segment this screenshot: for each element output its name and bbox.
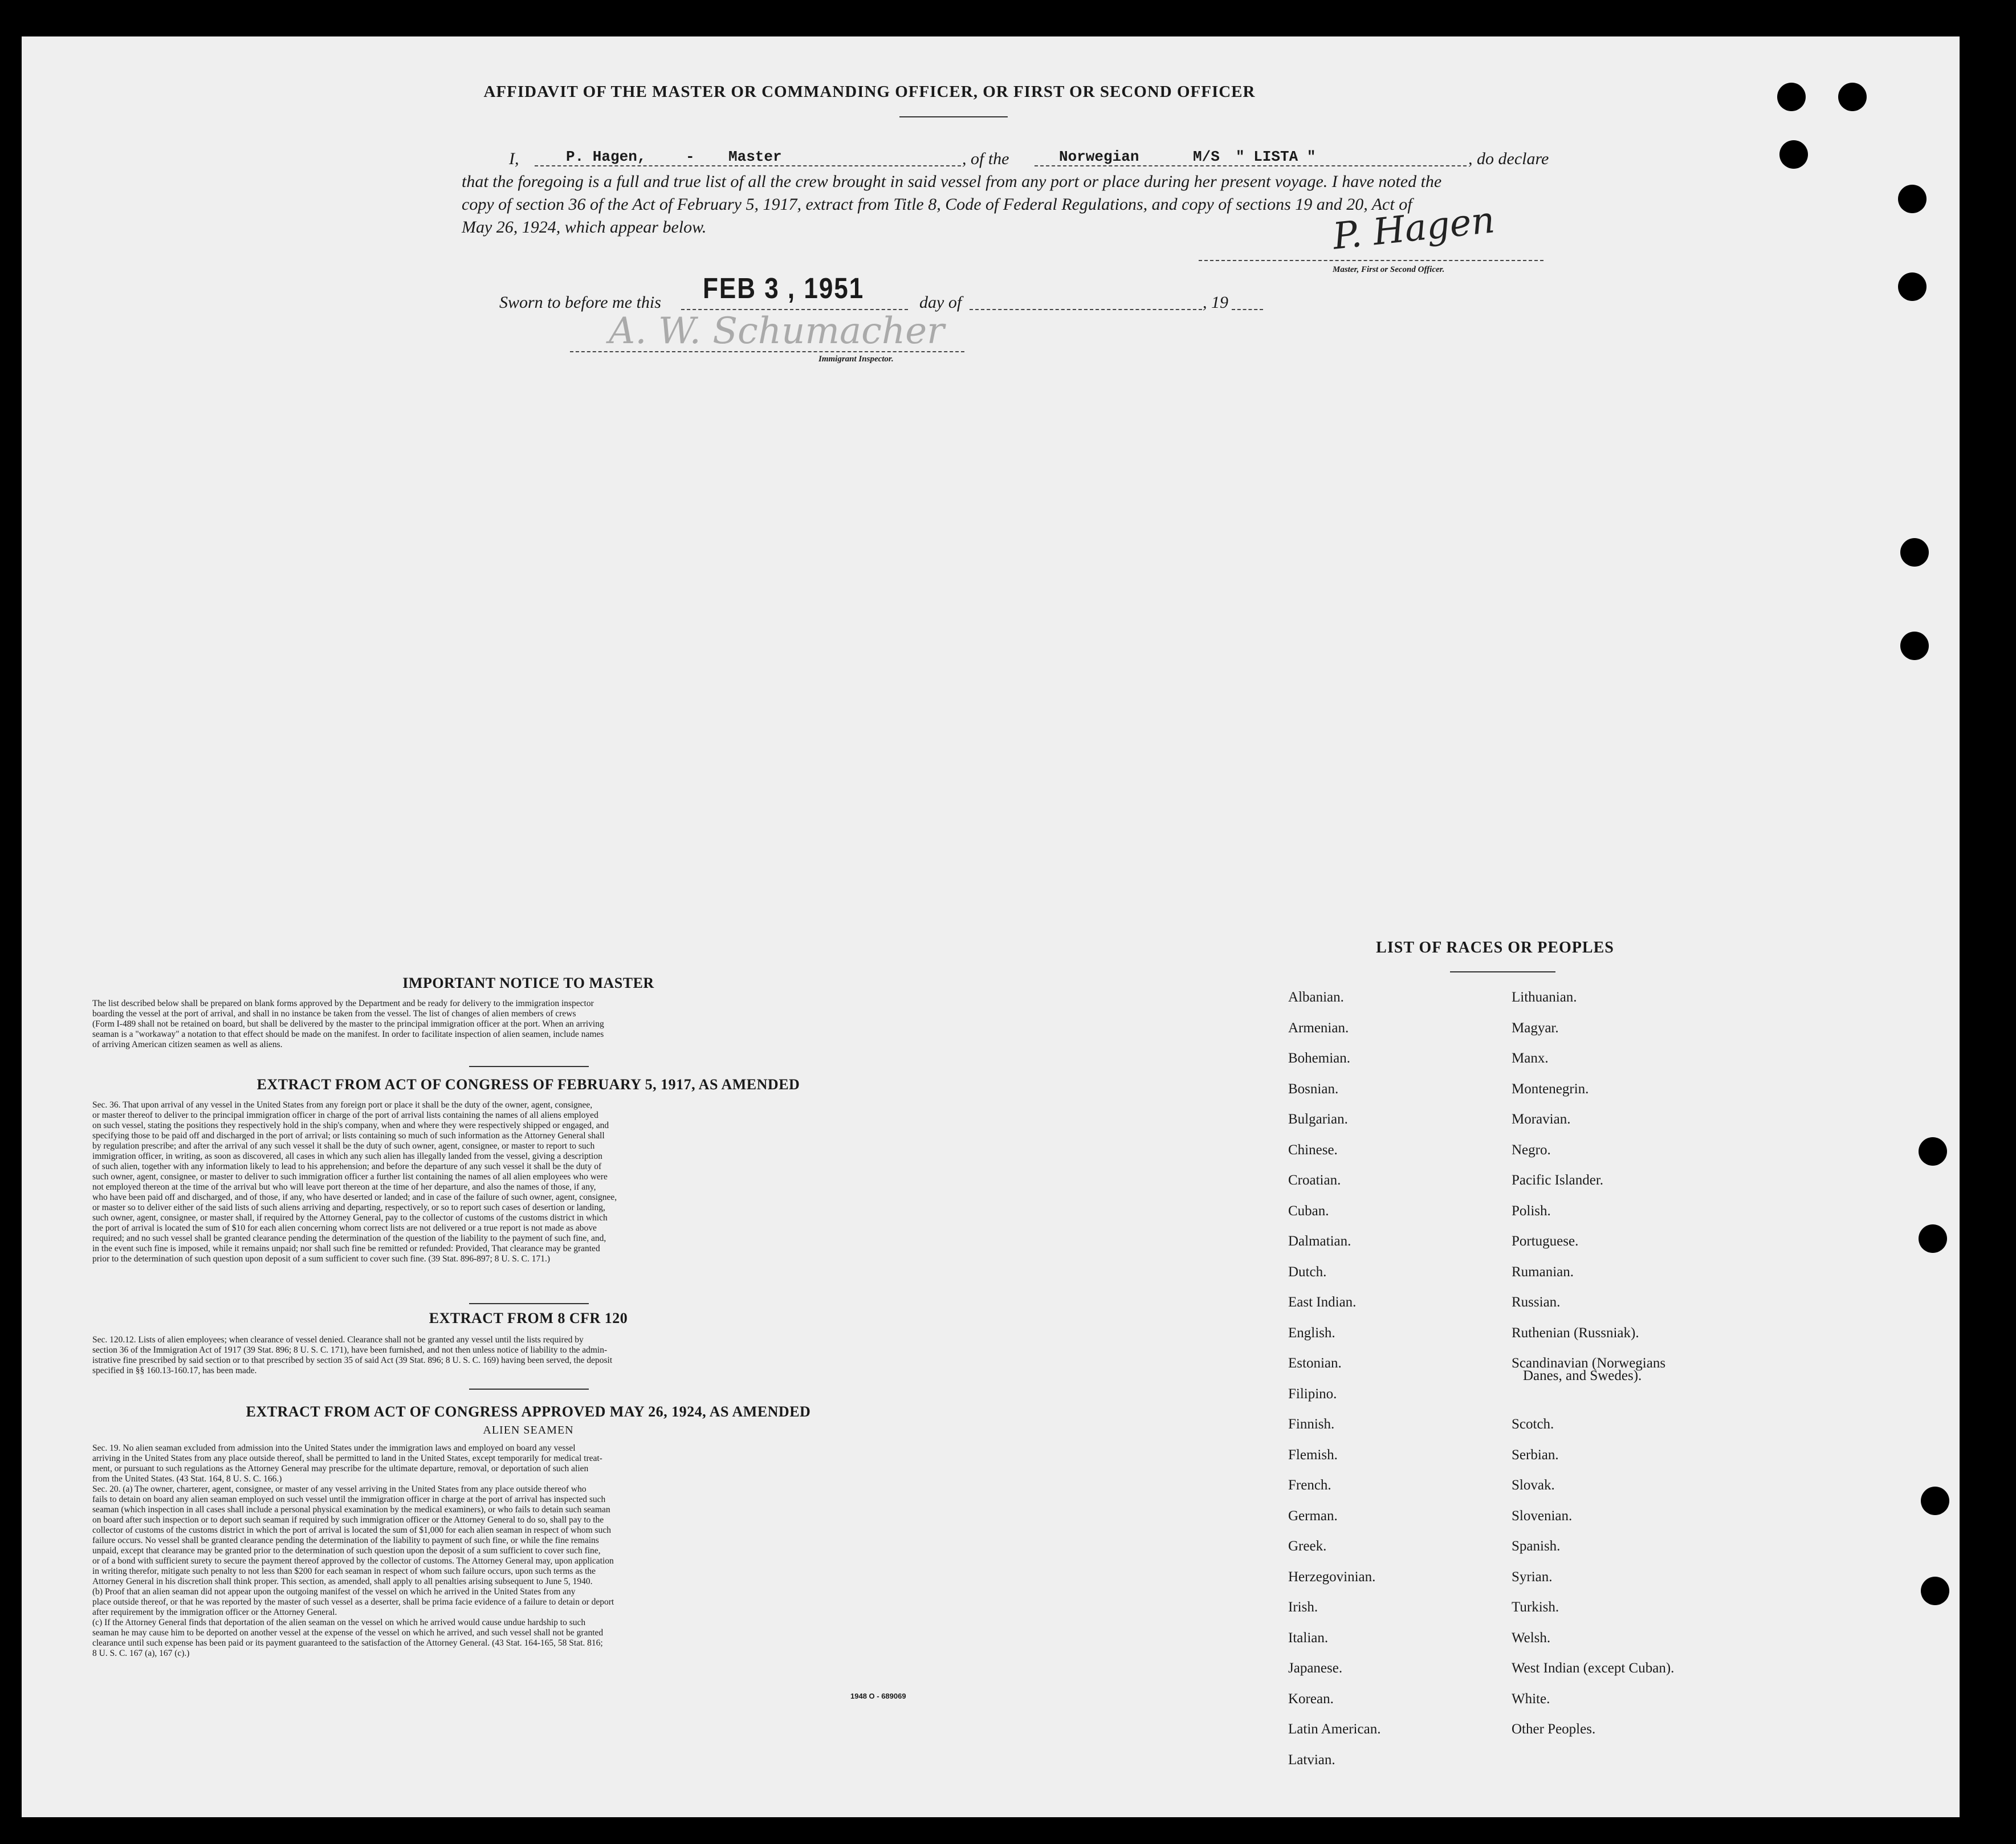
race-item: Scandinavian (Norwegians — [1512, 1355, 1666, 1371]
print-code: 1948 O - 689069 — [850, 1692, 906, 1700]
text-line: after requirement by the immigration officer or the Attorney General. — [92, 1607, 337, 1617]
text-line: fails to detain on board any alien seaman employed on such vessel until the immigration officer in charge at the port of arrival has inspected such — [92, 1495, 606, 1504]
race-item: Bosnian. — [1288, 1081, 1339, 1097]
race-item: Greek. — [1288, 1538, 1327, 1554]
race-item: German. — [1288, 1508, 1338, 1524]
divider — [469, 1303, 589, 1304]
text-line: (Form I-489 shall not be retained on board, but shall be delivered by the master to the principal immigration officer at the port. When an arriving — [92, 1019, 604, 1029]
race-item: Dutch. — [1288, 1264, 1327, 1280]
race-item: Welsh. — [1512, 1630, 1551, 1646]
binder-hole — [1838, 83, 1867, 111]
inspector-line — [570, 351, 964, 352]
extract-1924-body — [92, 1443, 964, 1659]
race-item: Flemish. — [1288, 1447, 1338, 1463]
race-item: Bohemian. — [1288, 1051, 1351, 1066]
year-label: , 19 — [1203, 293, 1228, 312]
text-line: clearance until such expense has been paid or its payment guaranteed to the satisfaction of the Attorney General. (43 Stat. 164-165, 58 Stat. 816; — [92, 1638, 603, 1648]
race-item: Magyar. — [1512, 1020, 1559, 1036]
race-item: Lithuanian. — [1512, 990, 1577, 1005]
binder-hole — [1900, 538, 1929, 567]
text-line: specifying those to be paid off and discharged in the port of arrival; or lists containing so much of such information as the Attorney General shall — [92, 1131, 605, 1141]
name-dash: - — [686, 148, 695, 165]
text-line: Attorney General in his discretion shall think proper. This section, as amended, shall apply to all penalties arising subsequent to June 5, 1940. — [92, 1577, 593, 1586]
inspector-caption: Immigrant Inspector. — [818, 355, 894, 364]
race-item: Danes, and Swedes). — [1523, 1368, 1642, 1383]
text-line: such owner, agent, consignee, or master to deliver to such immigration officer a further list containing the names of all alien employees who were — [92, 1172, 608, 1182]
text-line: seaman (which inspection in all cases shall include a personal physical examination by the medical examiners), or who fails to detain such seaman — [92, 1505, 610, 1515]
name-rank-line — [535, 165, 961, 166]
date-stamp: FEB 3 , 1951 — [703, 272, 865, 305]
race-item: Moravian. — [1512, 1112, 1571, 1127]
text-line: in the event such fine is imposed, while it remains unpaid; nor shall such fine be remitted or refunded: Provided, That clearance may be granted — [92, 1244, 600, 1253]
binder-hole — [1898, 185, 1927, 213]
race-item: West Indian (except Cuban). — [1512, 1660, 1675, 1676]
race-item: Croatian. — [1288, 1173, 1341, 1188]
text-line: prior to the determination of such question upon deposit of a sum sufficient to cover such fine. (39 Stat. 896-897; 8 U. S. C. 171.) — [92, 1254, 551, 1264]
text-line: the port of arrival is located the sum of $10 for each alien concerning whom correct lists are not delivered or a true report is not made as above — [92, 1223, 597, 1233]
extract-1924-title: EXTRACT FROM ACT OF CONGRESS APPROVED MAY 26, 1924, AS AMENDED — [246, 1403, 811, 1420]
binder-hole — [1921, 1487, 1949, 1515]
race-item: Bulgarian. — [1288, 1112, 1348, 1127]
master-name: P. Hagen, — [566, 148, 646, 165]
race-item: Polish. — [1512, 1203, 1551, 1219]
extract-cfr-title: EXTRACT FROM 8 CFR 120 — [429, 1310, 628, 1326]
divider — [1450, 971, 1555, 972]
race-item: Italian. — [1288, 1630, 1329, 1646]
text-line: of arriving American citizen seamen as well as aliens. — [92, 1040, 283, 1049]
text-line: who have been paid off and discharged, and of those, if any, who have deserted or landed; and in case of the failure of such owner, agent, consignee, — [92, 1192, 617, 1202]
divider — [469, 1389, 589, 1390]
text-line: section 36 of the Immigration Act of 1917 (39 Stat. 896; 8 U. S. C. 171), have been furnished, and not then unless notice of liability to the admin- — [92, 1345, 608, 1355]
race-item: Chinese. — [1288, 1142, 1338, 1158]
sworn-label: Sworn to before me this — [499, 293, 661, 312]
race-item: Rumanian. — [1512, 1264, 1574, 1280]
race-item: Albanian. — [1288, 990, 1344, 1005]
race-item: Irish. — [1288, 1599, 1318, 1615]
day-of-label: day of — [919, 293, 962, 312]
signature-line — [1199, 260, 1543, 261]
race-item: Negro. — [1512, 1142, 1551, 1158]
race-item: Filipino. — [1288, 1386, 1337, 1402]
text-line: Sec. 19. No alien seaman excluded from admission into the United States under the immigration laws and employed on board any vessel — [92, 1443, 576, 1453]
text-line: of such alien, together with any information likely to lead to his apprehension; and before the departure of any such vessel it shall be the duty of — [92, 1162, 602, 1171]
text-line: immigration officer, in writing, as soon as discovered, all cases in which any such alien has illegally landed from the vessel, giving a description — [92, 1151, 602, 1161]
text-line: (c) If the Attorney General finds that deportation of the alien seaman on the vessel on which he arrived would cause undue hardship to such — [92, 1618, 586, 1627]
do-declare-label: , do declare — [1468, 149, 1549, 168]
text-line: istrative fine prescribed by said section or to that prescribed by section 35 of said Act (39 Stat. 896; 8 U. S. C. 169) having been served, the deposit — [92, 1355, 613, 1365]
race-item: Slovak. — [1512, 1477, 1555, 1493]
extract-1917-title: EXTRACT FROM ACT OF CONGRESS OF FEBRUARY 5, 1917, AS AMENDED — [256, 1076, 800, 1093]
text-line: required; and no such vessel shall be granted clearance pending the determination of the question of the liability to the payment of such fine, and, — [92, 1234, 606, 1243]
race-item: Korean. — [1288, 1691, 1334, 1707]
text-line: arriving in the United States from any place outside thereof, shall be permitted to land in the United States, except temporarily for medical treat- — [92, 1454, 602, 1463]
race-item: Syrian. — [1512, 1569, 1553, 1585]
master-signature: P. Hagen — [1330, 199, 1497, 258]
text-line: on such vessel, stating the positions they respectively hold in the ship's company, when and where they were respectively shipped or engaged, and — [92, 1121, 609, 1130]
text-line: Sec. 36. That upon arrival of any vessel in the United States from any foreign port or place it shall be the duty of the owner, agent, consignee, — [92, 1100, 593, 1110]
race-item: Serbian. — [1512, 1447, 1559, 1463]
of-the-label: , of the — [962, 149, 1009, 168]
divider — [469, 1066, 589, 1067]
race-item: East Indian. — [1288, 1295, 1357, 1310]
text-line: Sec. 20. (a) The owner, charterer, agent, consignee, or master of any vessel arriving in the United States from any place outside thereof who — [92, 1484, 587, 1494]
race-item: Japanese. — [1288, 1660, 1343, 1676]
text-line: or master thereof to deliver to the principal immigration officer in charge of the port of arrival lists containing the names of all aliens employed — [92, 1110, 598, 1120]
document-page — [22, 36, 1960, 1817]
race-item: Portuguese. — [1512, 1234, 1579, 1249]
text-line: place outside thereof, or that he was reported by the master of such vessel as a deserter, shall be prima facie evidence of a failure to detain or deport — [92, 1597, 614, 1607]
vessel-prefix: M/S — [1193, 148, 1220, 165]
binder-hole — [1898, 272, 1927, 301]
binder-hole — [1919, 1137, 1947, 1166]
text-line: or of a bond with sufficient surety to secure the payment thereof approved by the collector of customs. The Attorney General may, upon application — [92, 1556, 614, 1566]
race-item: Herzegovinian. — [1288, 1569, 1376, 1585]
extract-1917-body — [92, 1100, 964, 1264]
binder-hole — [1900, 632, 1929, 660]
races-title: LIST OF RACES OR PEOPLES — [1376, 939, 1614, 956]
affidavit-body-line-2: copy of section 36 of the Act of February 5, 1917, extract from Title 8, Code of Federal Regulations, and copy of sections 19 and 20, Act of — [462, 195, 1412, 214]
text-line: by regulation prescribe; and after the arrival of any such vessel it shall be the duty of such owner, agent, consignee, or master to report to such — [92, 1141, 595, 1151]
binder-hole — [1779, 140, 1808, 169]
text-line: not employed thereon at the time of the arrival but who will leave port thereon at the time of her departure, and also the names of those, if any, — [92, 1182, 596, 1192]
day-of-line — [970, 309, 1202, 310]
binder-hole — [1919, 1224, 1947, 1253]
race-item: Finnish. — [1288, 1416, 1335, 1432]
race-item: Montenegrin. — [1512, 1081, 1589, 1097]
race-item: French. — [1288, 1477, 1331, 1493]
master-rank: Master — [728, 148, 782, 165]
affidavit-body-line-1: that the foregoing is a full and true list of all the crew brought in said vessel from any port or place during her present voyage. I have noted the — [462, 172, 1442, 191]
notice-body — [92, 999, 964, 1050]
text-line: from the United States. (43 Stat. 164, 8 U. S. C. 166.) — [92, 1474, 282, 1484]
vessel-nationality: Norwegian — [1059, 148, 1139, 165]
race-item: Ruthenian (Russniak). — [1512, 1325, 1639, 1341]
race-item: Dalmatian. — [1288, 1234, 1351, 1249]
binder-hole — [1921, 1577, 1949, 1605]
race-item: Slovenian. — [1512, 1508, 1573, 1524]
race-item: Scotch. — [1512, 1416, 1554, 1432]
text-line: specified in §§ 160.13-160.17, has been made. — [92, 1366, 257, 1375]
text-line: on board after such inspection or to deport such seaman if required by such immigration officer or the Attorney General to do so, shall pay to the — [92, 1515, 604, 1525]
text-line: Sec. 120.12. Lists of alien employees; when clearance of vessel denied. Clearance shall not be granted any vessel until the lists required by — [92, 1335, 584, 1345]
text-line: seaman he may cause him to be deported on another vessel at the expense of the vessel on which he arrived, and such vessel shall not be granted — [92, 1628, 604, 1638]
race-item: Turkish. — [1512, 1599, 1559, 1615]
text-line: unpaid, except that clearance may be granted prior to the determination of such question upon the deposit of a sum sufficient to cover such fine, — [92, 1546, 601, 1556]
race-item: Pacific Islander. — [1512, 1173, 1604, 1188]
i-label: I, — [509, 149, 519, 168]
text-line: collector of customs of the customs district in which the port of arrival is located the sum of $1,000 for each alien seaman in respect of whom such — [92, 1525, 611, 1535]
race-item: Other Peoples. — [1512, 1721, 1596, 1737]
race-item: English. — [1288, 1325, 1335, 1341]
race-item: Manx. — [1512, 1051, 1549, 1066]
affidavit-title: AFFIDAVIT OF THE MASTER OR COMMANDING OFFICER, OR FIRST OR SECOND OFFICER — [483, 83, 1256, 101]
race-item: Cuban. — [1288, 1203, 1329, 1219]
race-item: Russian. — [1512, 1295, 1561, 1310]
affidavit-body-line-3: May 26, 1924, which appear below. — [462, 218, 707, 237]
race-item: White. — [1512, 1691, 1550, 1707]
text-line: boarding the vessel at the port of arrival, and shall in no instance be taken from the vessel. The list of changes of alien members of crews — [92, 1009, 576, 1019]
divider — [899, 116, 1008, 117]
year-line — [1232, 309, 1263, 310]
race-item: Latvian. — [1288, 1752, 1335, 1768]
text-line: The list described below shall be prepared on blank forms approved by the Department and be ready for delivery to the immigration inspector — [92, 999, 594, 1008]
extract-1924-subtitle: ALIEN SEAMEN — [483, 1424, 574, 1436]
text-line: such owner, agent, consignee, or master shall, if required by the Attorney General, pay to the collector of customs of the customs district in which — [92, 1213, 608, 1223]
vessel-line — [1035, 165, 1467, 166]
extract-cfr-body — [92, 1335, 964, 1376]
race-item: Latin American. — [1288, 1721, 1381, 1737]
text-line: (b) Proof that an alien seaman did not appear upon the outgoing manifest of the vessel on which he arrived in the United States from any — [92, 1587, 576, 1597]
signature-caption: Master, First or Second Officer. — [1333, 265, 1445, 274]
text-line: or master so to deliver either of the said lists of such aliens arriving and departing, respectively, or so to report such cases of desertion or landing, — [92, 1203, 605, 1212]
text-line: seaman is a "workaway" a notation to that effect should be made on the manifest. In order to facilitate inspection of alien seamen, include names — [92, 1029, 604, 1039]
notice-title: IMPORTANT NOTICE TO MASTER — [402, 975, 654, 991]
text-line: failure occurs. No vessel shall be granted clearance pending the determination of the liability to payment of such fine, or while the fine remains — [92, 1536, 599, 1545]
race-item: Estonian. — [1288, 1355, 1342, 1371]
vessel-name: " LISTA " — [1236, 148, 1316, 165]
text-line: ment, or pursuant to such regulations as the Attorney General may prescribe for the ultimate departure, removal, or deportation of such alien — [92, 1464, 589, 1473]
binder-hole — [1777, 83, 1806, 111]
text-line: 8 U. S. C. 167 (a), 167 (c).) — [92, 1648, 190, 1658]
inspector-signature: A. W. Schumacher — [609, 310, 944, 352]
race-item: Spanish. — [1512, 1538, 1561, 1554]
race-item: Armenian. — [1288, 1020, 1349, 1036]
text-line: in writing therefor, mitigate such penalty to not less than $200 for each seaman in respect of whom such failure occurs, upon such terms as the — [92, 1566, 596, 1576]
